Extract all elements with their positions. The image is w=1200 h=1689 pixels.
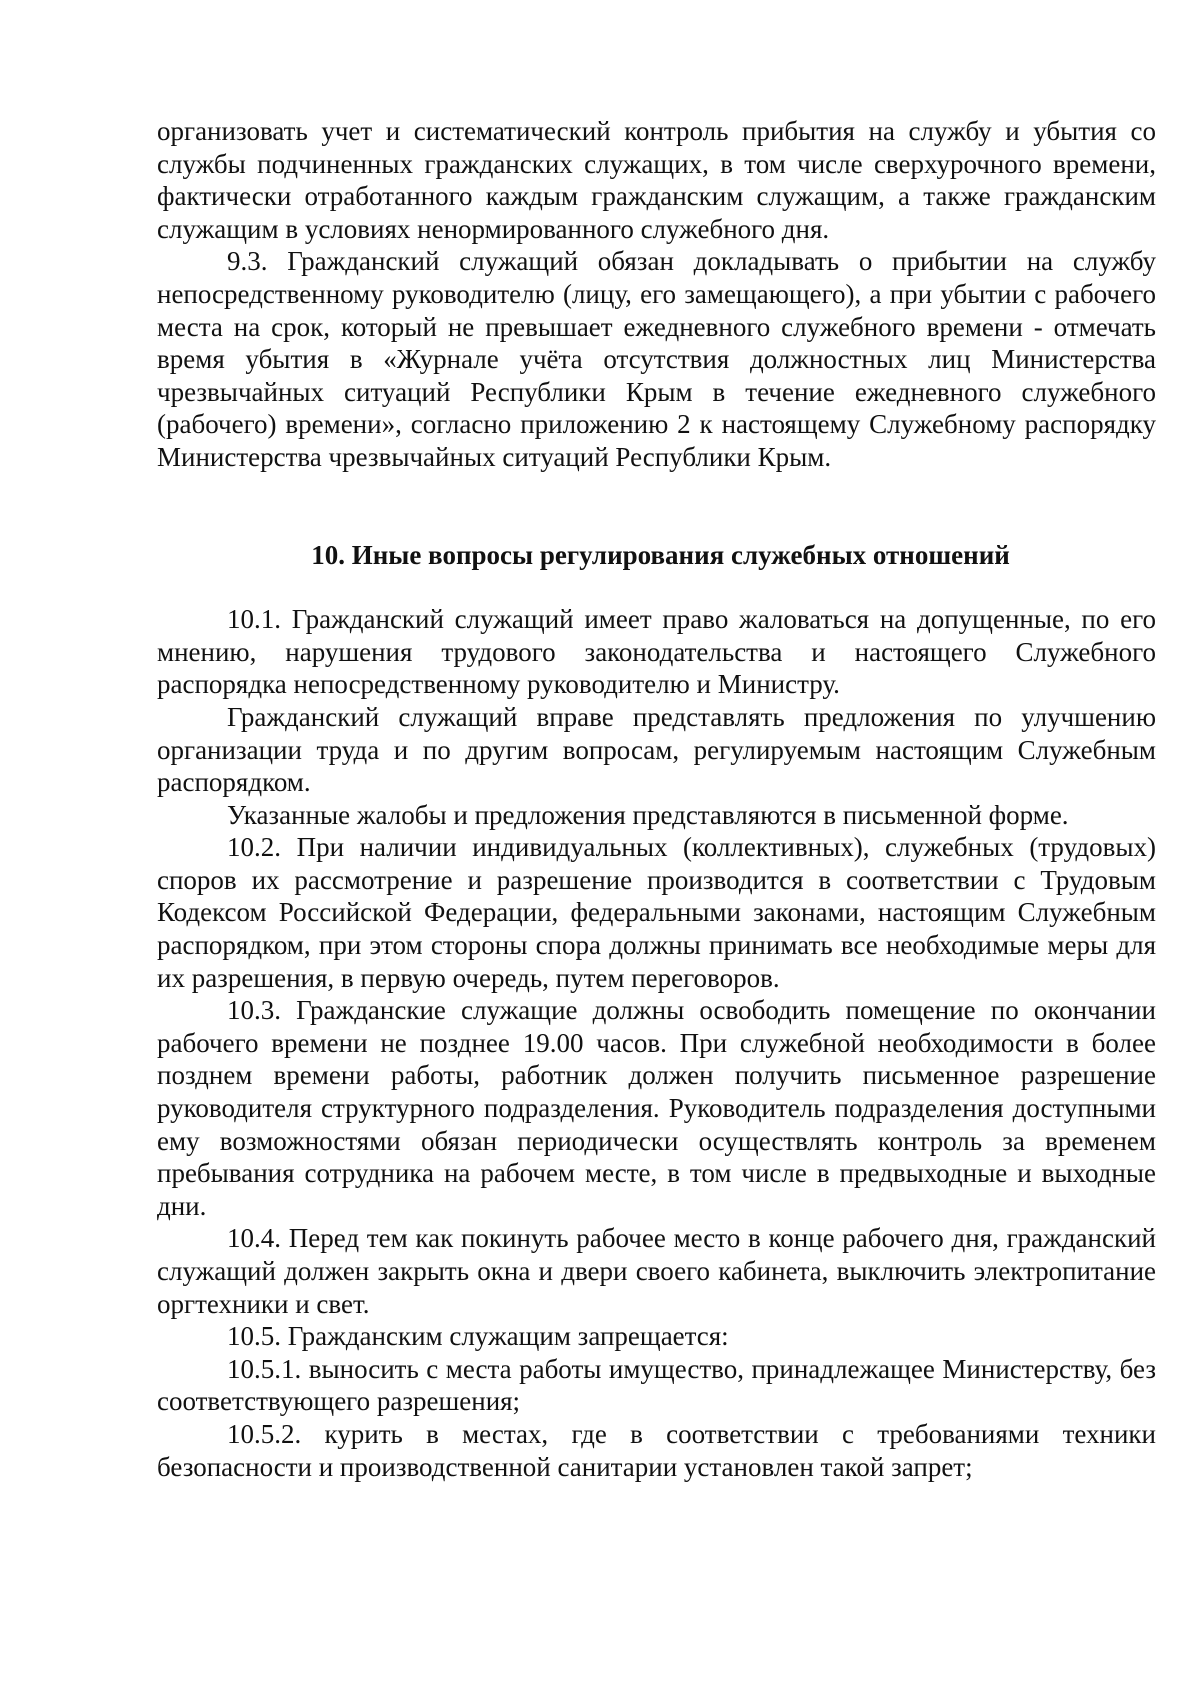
paragraph-10-1: 10.1. Гражданский служащий имеет право жаловаться на допущенные, по его мнению, нарушения трудового законодательства и настоящего Служебного распорядка непосредственному руководителю и Министру. (157, 604, 1156, 700)
paragraph-10-5-1: 10.5.1. выносить с места работы имущество, принадлежащее Министерству, без соответствующего разрешения; (157, 1353, 1156, 1417)
section-heading: 10. Иные вопросы регулирования служебных отношений (311, 539, 1010, 570)
paragraph-continuation: организовать учет и систематический контроль прибытия на службу и убытия со службы подчиненных гражданских служащих, в том числе сверхурочного времени, фактически отработанного каждым гражданским служащим, а также гражданским служащим в условиях ненормированного служебного дня. (157, 116, 1156, 244)
paragraph-10-5-2: 10.5.2. курить в местах, где в соответствии с требованиями техники безопасности и производственной санитарии установлен такой запрет; (157, 1418, 1156, 1482)
document-page (157, 115, 1156, 1483)
paragraph-proposals: Гражданский служащий вправе представлять предложения по улучшению организации труда и по другим вопросам, регулируемым настоящим Служебным распорядком. (157, 701, 1156, 798)
paragraph-10-5: 10.5. Гражданским служащим запрещается: (227, 1321, 729, 1352)
paragraph-10-3: 10.3. Гражданские служащие должны освободить помещение по окончании рабочего времени не позднее 19.00 часов. При служебной необходимости в более позднем времени работы, работник должен получить письменное разрешение руководителя структурного подразделения. Руководитель подразделения доступными ему возможностями обязан периодически осуществлять контроль за временем пребывания сотрудника на рабочем месте, в том числе в предвыходные и выходные дни. (157, 995, 1156, 1221)
paragraph-10-4: 10.4. Перед тем как покинуть рабочее место в конце рабочего дня, гражданский служащий должен закрыть окна и двери своего кабинета, выключить электропитание оргтехники и свет. (157, 1223, 1156, 1319)
paragraph-10-2: 10.2. При наличии индивидуальных (коллективных), служебных (трудовых) споров их рассмотрение и разрешение производится в соответствии с Трудовым Кодексом Российской Федерации, федеральными законами, настоящим Служебным распорядком, при этом стороны спора должны принимать все необходимые меры для их разрешения, в первую очередь, путем переговоров. (157, 832, 1156, 993)
paragraph-written-form: Указанные жалобы и предложения представляются в письменной форме. (227, 799, 1069, 830)
paragraph-9-3: 9.3. Гражданский служащий обязан докладывать о прибытии на службу непосредственному руководителю (лицу, его замещающего), а при убытии с рабочего места на срок, который не превышает ежедневного служебного времени - отмечать время убытия в «Журнале учёта отсутствия должностных лиц Министерства чрезвычайных ситуаций Республики Крым в течение ежедневного служебного (рабочего) времени», согласно приложению 2 к настоящему Служебному распорядку Министерства чрезвычайных ситуаций Республики Крым. (157, 246, 1156, 472)
